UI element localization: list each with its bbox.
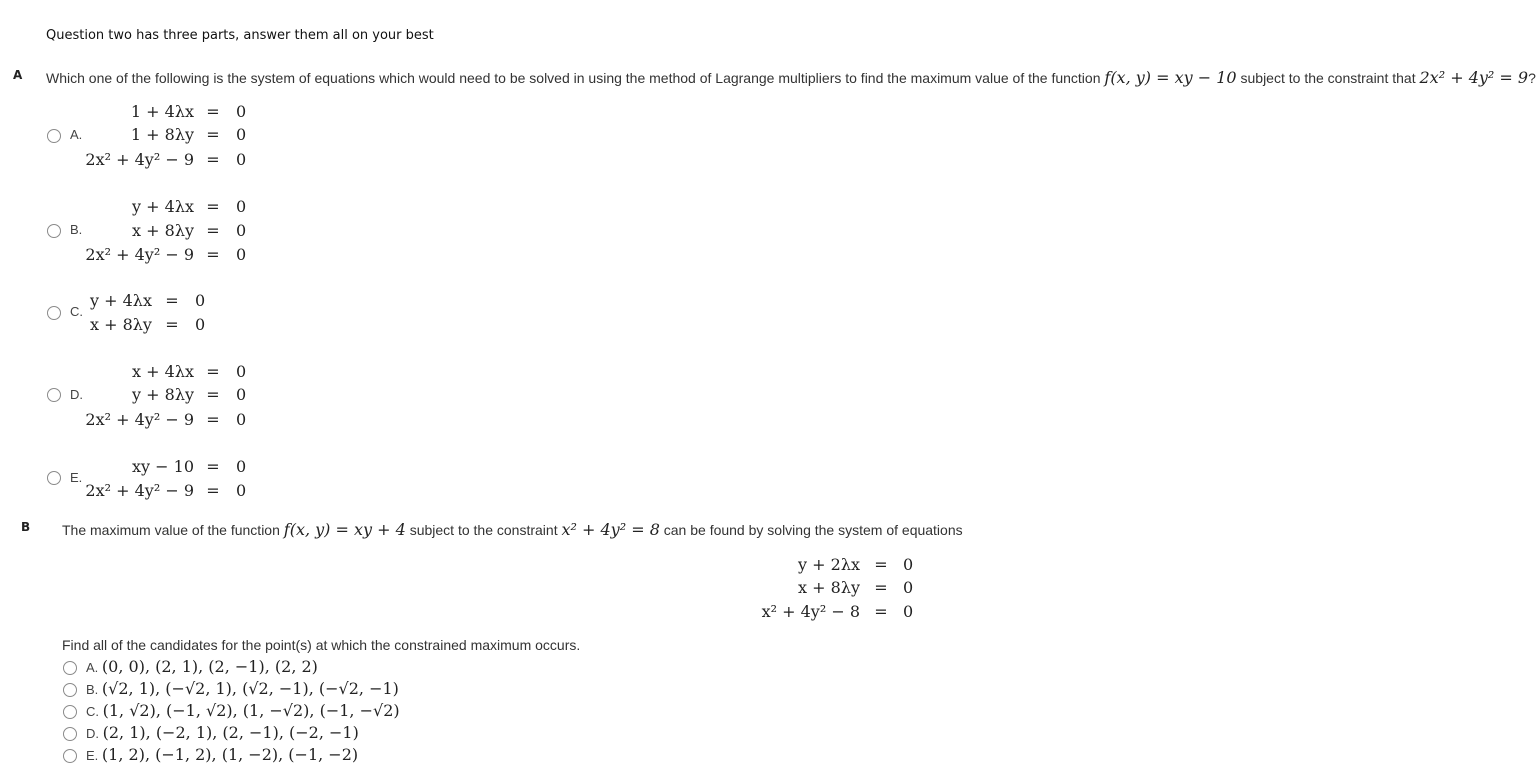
part-b-option-e [86,745,358,764]
part-b-system-eq2-rhs: 0 [903,578,914,597]
part-a-constraint: 2x² + 4y² = 9 [1419,68,1529,87]
part-b-label: B [21,520,31,534]
part-a-question-end: ? [1528,70,1536,86]
intro-text: Question two has three parts, answer them all on your best [46,28,434,43]
part-b-constraint: x² + 4y² = 8 [561,520,660,539]
part-b-option-c-radio[interactable] [63,705,77,719]
part-b-text-1: The maximum value of the function [62,522,284,538]
part-b-option-d-label: D. [86,726,99,741]
part-b-option-c [86,701,400,720]
part-b-system-eq2-lhs: x + 8λy [798,578,860,597]
part-b-system-eq1-lhs: y + 2λx [798,555,860,574]
part-b-option-a-radio[interactable] [63,661,77,675]
part-a-question [46,68,1536,87]
part-a-b-eq1-rhs: 0 [236,197,247,216]
part-a-e-eq2-rhs: 0 [236,481,247,500]
part-a-a-eq2-rel: = [206,125,220,144]
part-a-e-eq1-lhs: xy − 10 [132,457,194,476]
part-a-option-b-label: B. [70,222,83,237]
part-b-option-c-value: (1, √2), (−1, √2), (1, −√2), (−1, −√2) [102,701,400,720]
part-b-option-b [86,679,399,698]
part-a-a-eq2-rhs: 0 [236,125,247,144]
part-b-system-eq1-rhs: 0 [903,555,914,574]
part-a-option-c-label: C. [70,304,83,319]
part-a-question-text-2: subject to the constraint that [1236,70,1420,86]
part-b-option-a-value: (0, 0), (2, 1), (2, −1), (2, 2) [101,657,318,676]
part-b-option-c-label: C. [86,704,99,719]
part-a-c-eq1-lhs: y + 4λx [90,291,152,310]
part-a-d-eq3-rel: = [206,410,220,429]
part-a-d-eq1-rel: = [206,362,220,381]
part-b-function: f(x, y) = xy + 4 [283,520,406,539]
part-a-d-eq2-rhs: 0 [236,385,247,404]
part-a-a-eq3-lhs: 2x² + 4y² − 9 [85,150,194,169]
part-a-d-eq2-rel: = [206,385,220,404]
part-b-prompt: Find all of the candidates for the point(s) at which the constrained maximum occurs. [62,637,581,653]
part-a-d-eq3-rhs: 0 [236,410,247,429]
part-b-option-b-label: B. [86,682,99,697]
part-b-option-a [86,657,318,676]
part-a-a-eq1-lhs: 1 + 4λx [130,102,194,121]
part-a-a-eq3-rel: = [206,150,220,169]
part-a-function: f(x, y) = xy − 10 [1104,68,1237,87]
part-a-option-a-label: A. [70,127,83,142]
part-a-e-eq2-lhs: 2x² + 4y² − 9 [85,481,194,500]
part-a-b-eq3-lhs: 2x² + 4y² − 9 [85,245,194,264]
part-a-e-eq1-rhs: 0 [236,457,247,476]
part-a-c-eq2-rhs: 0 [195,315,206,334]
part-a-label: A [13,68,23,82]
part-a-c-eq1-rel: = [165,291,179,310]
part-b-text-3: can be found by solving the system of equations [659,522,963,538]
part-a-option-b-radio[interactable] [47,224,61,238]
part-b-system-eq3-rel: = [874,602,888,621]
part-b-option-b-radio[interactable] [63,683,77,697]
part-b-system-eq3-rhs: 0 [903,602,914,621]
part-b-option-e-value: (1, 2), (−1, 2), (1, −2), (−1, −2) [101,745,359,764]
part-b-question [62,520,963,539]
part-a-b-eq2-rhs: 0 [236,221,247,240]
part-a-b-eq3-rel: = [206,245,220,264]
part-a-option-d-radio[interactable] [47,388,61,402]
part-b-option-e-radio[interactable] [63,749,77,763]
part-a-d-eq1-rhs: 0 [236,362,247,381]
part-b-system-eq2-rel: = [874,578,888,597]
part-b-option-b-value: (√2, 1), (−√2, 1), (√2, −1), (−√2, −1) [101,679,399,698]
part-b-option-a-label: A. [86,660,99,675]
part-a-d-eq3-lhs: 2x² + 4y² − 9 [85,410,194,429]
part-a-c-eq2-rel: = [165,315,179,334]
part-a-b-eq2-rel: = [206,221,220,240]
part-a-a-eq1-rel: = [206,102,220,121]
part-a-a-eq2-lhs: 1 + 8λy [130,125,194,144]
part-a-option-e-radio[interactable] [47,471,61,485]
part-a-a-eq1-rhs: 0 [236,102,247,121]
part-a-option-c-radio[interactable] [47,306,61,320]
part-a-b-eq1-rel: = [206,197,220,216]
part-a-b-eq1-lhs: y + 4λx [132,197,194,216]
part-a-option-d-label: D. [70,387,83,402]
part-b-option-e-label: E. [86,748,99,763]
part-a-question-text-1: Which one of the following is the system of equations which would need to be solved in using the method of Lagrange multipliers to find the maximum value of the function [46,70,1105,86]
part-a-d-eq2-lhs: y + 8λy [132,385,194,404]
part-b-option-d-value: (2, 1), (−2, 1), (2, −1), (−2, −1) [102,723,359,742]
part-a-option-a-radio[interactable] [47,129,61,143]
part-a-c-eq2-lhs: x + 8λy [90,315,152,334]
part-a-a-eq3-rhs: 0 [236,150,247,169]
part-a-b-eq2-lhs: x + 8λy [132,221,194,240]
part-b-text-2: subject to the constraint [405,522,562,538]
part-b-option-d [86,723,359,742]
part-b-option-d-radio[interactable] [63,727,77,741]
part-a-e-eq2-rel: = [206,481,220,500]
part-a-d-eq1-lhs: x + 4λx [132,362,194,381]
part-a-e-eq1-rel: = [206,457,220,476]
part-a-c-eq1-rhs: 0 [195,291,206,310]
part-b-system-eq3-lhs: x² + 4y² − 8 [761,602,860,621]
part-a-option-e-label: E. [70,470,83,485]
part-b-system-eq1-rel: = [874,555,888,574]
part-a-b-eq3-rhs: 0 [236,245,247,264]
